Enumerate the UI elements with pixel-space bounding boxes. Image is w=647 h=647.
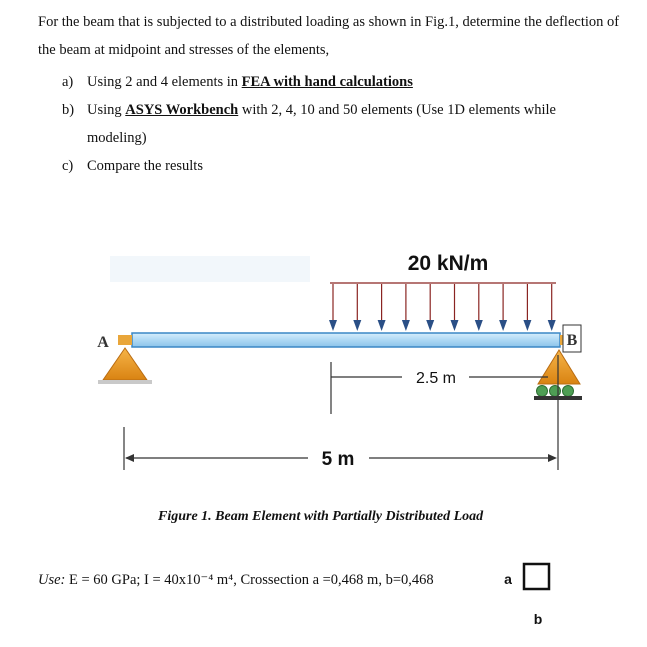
beam-shadow [110, 256, 310, 282]
load-arrow-head [451, 320, 459, 331]
section-b-label: b [533, 611, 543, 627]
dim-full-label: 5 m [321, 449, 355, 470]
support-b-roller-body [538, 350, 580, 384]
given-values [38, 572, 434, 589]
load-label: 20 kN/m [407, 252, 489, 275]
load-arrows [329, 284, 556, 331]
beam [132, 333, 560, 347]
support-b-label: B [566, 332, 578, 349]
cross-section-square [524, 564, 549, 589]
task-a-label: a) [62, 74, 74, 90]
load-arrow-head [548, 320, 556, 331]
load-arrow-head [353, 320, 361, 331]
load-arrow-head [523, 320, 531, 331]
task-c-label: c) [62, 158, 74, 174]
task-b-emphasis: ASYS Workbench [125, 102, 239, 118]
load-arrow-head [475, 320, 483, 331]
load-arrow-head [402, 320, 410, 331]
task-b-text-post: with 2, 4, 10 and 50 elements (Use 1D elements while [238, 102, 556, 118]
dim-half-label: 2.5 m [415, 370, 457, 387]
load-arrow-head [499, 320, 507, 331]
task-a-emphasis: FEA with hand calculations [241, 74, 413, 90]
support-a-label: A [97, 334, 109, 351]
support-a-pin [103, 348, 147, 380]
problem-intro: For the beam that is subjected to a distributed loading as shown in Fig.1, determine the deflection of the beam at midpoint and stresses of the elements, [38, 14, 620, 58]
load-arrow-head [426, 320, 434, 331]
task-a-text: Using 2 and 4 elements in [87, 74, 242, 90]
load-arrow-head [329, 320, 337, 331]
task-b-continuation: modeling) [87, 130, 147, 146]
dim-full-arrow-left [125, 454, 134, 462]
roller-wheel-2 [550, 386, 561, 397]
roller-wheel-3 [563, 386, 574, 397]
support-a-ground [98, 380, 152, 384]
figure-caption: Figure 1. Beam Element with Partially Distributed Load [158, 509, 484, 524]
roller-wheel-1 [537, 386, 548, 397]
task-b-label: b) [62, 102, 75, 118]
given-prefix: Use: [38, 572, 66, 588]
task-b-text: Using [87, 102, 126, 118]
section-a-label: a [504, 571, 512, 587]
load-arrow-head [378, 320, 386, 331]
given-text: E = 60 GPa; I = 40x10⁻⁴ m⁴, Crossection a =0,468 m, b=0,468 [69, 572, 434, 588]
dim-full-arrow-right [548, 454, 557, 462]
task-c-text: Compare the results [87, 158, 203, 174]
support-a-cap [118, 335, 132, 345]
